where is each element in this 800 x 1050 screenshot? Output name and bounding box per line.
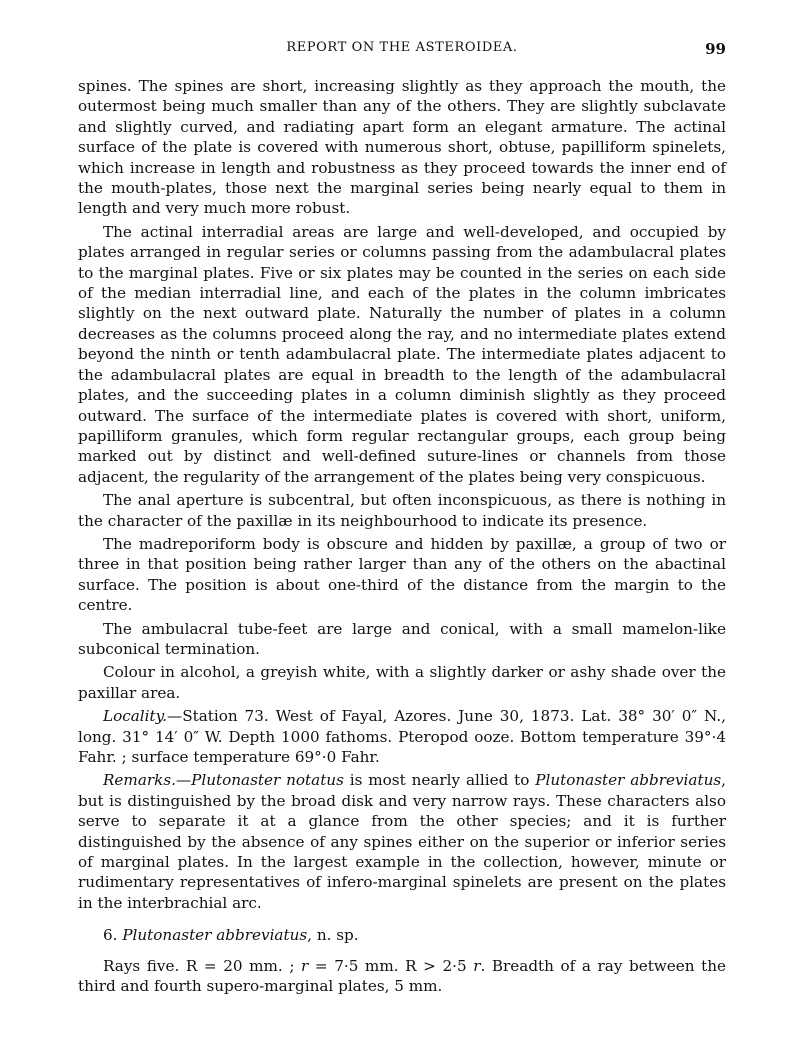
remarks-mid: is most nearly allied to (343, 771, 536, 790)
remarks-label: Remarks. (103, 771, 176, 790)
remarks-rest: , but is distinguished by the broad disk and very narrow rays. These characters also serve to separate it at a glance from the other species; and it is further distinguished by the absence of any spines either on the superior or inferior series of marginal plates. In the largest example in the collection, however, minute or rudimentary representatives of infero-marginal spinelets are present on the plates in the interbrachial arc. (78, 771, 726, 912)
paragraph-madreporiform: The madreporiform body is obscure and hidden by paxillæ, a group of two or three in that position being rather larger than any of the others on the abactinal surface. The position is about one-third of the distance from the margin to the centre. (78, 534, 726, 615)
section-species: Plutonaster abbreviatus (122, 926, 308, 945)
remarks-species-abbreviatus: Plutonaster abbreviatus (535, 771, 722, 790)
paragraph-mouth-plates: spines. The spines are short, increasing slightly as they approach the mouth, the outermost being much smaller than any of the others. They are slightly subclavate and slightly curved, and radiating apart form an elegant armature. The actinal surface of the plate is covered with numerous short, obtuse, papilliform spinelets, which increase in length and robustness as they proceed towards the inner end of the mouth-plates, those next the marginal series being nearly equal to them in length and very much more robust. (78, 77, 726, 218)
page-number: 99 (705, 40, 726, 58)
paragraph-anal-aperture: The anal aperture is subcentral, but often inconspicuous, as there is nothing in the character of the paxillæ in its neighbourhood to indicate its presence. (78, 491, 726, 530)
paragraph-tube-feet: The ambulacral tube-feet are large and conical, with a small mamelon-like subconical termination. (78, 619, 726, 658)
paragraph-locality (78, 706, 726, 767)
remarks-dash: — (175, 771, 192, 790)
body-text (78, 76, 726, 999)
locality-text: —Station 73. West of Fayal, Azores. June 30, 1873. Lat. 38° 30′ 0″ N., long. 31° 14′ 0″ W. Depth 1000 fathoms. Pteropod ooze. Bottom temperature 39°·4 Fahr. ; surface temperature 69°·0 Fahr. (78, 707, 726, 766)
paragraph-remarks (78, 770, 726, 913)
locality-label: Locality. (103, 707, 167, 726)
section-heading (78, 925, 726, 945)
running-head: REPORT ON THE ASTEROIDEA. (286, 40, 518, 55)
dims-r2: r (473, 956, 481, 975)
section-suffix: , n. sp. (307, 926, 359, 945)
remarks-species-notatus: Plutonaster notatus (191, 771, 344, 790)
section-number: 6. (103, 926, 123, 945)
paragraph-dimensions (78, 956, 726, 997)
dims-r: r (301, 956, 309, 975)
dims-part-b: = 7·5 mm. R > 2·5 (308, 956, 474, 975)
dims-part-c: . Breadth of a ray between the third and fourth supero-marginal plates, 5 mm. (78, 956, 727, 996)
dims-part-a: Rays five. R = 20 mm. ; (103, 956, 302, 975)
paragraph-colour: Colour in alcohol, a greyish white, with a slightly darker or ashy shade over the paxillar area. (78, 663, 726, 702)
page-header (78, 40, 726, 64)
paragraph-actinal-interradial: The actinal interradial areas are large and well-developed, and occupied by plates arranged in regular series or columns passing from the adambulacral plates to the marginal plates. Five or six plates may be counted in the series on each side of the median interradial line, and each of the plates in the column imbricates slightly on the next outward plate. Naturally the number of plates in a column decreases as the columns proceed along the ray, and no intermediate plates extend beyond the ninth or tenth adambulacral plate. The intermediate plates adjacent to the adambulacral plates are equal in breadth to the length of the adambulacral plates, and the succeeding plates in a column diminish slightly as they proceed outward. The surface of the intermediate plates is covered with short, uniform, papilliform granules, which form regular rectangular groups, each group being marked out by distinct and well-defined suture-lines or channels from those adjacent, the regularity of the arrangement of the plates being very conspicuous. (78, 222, 726, 486)
